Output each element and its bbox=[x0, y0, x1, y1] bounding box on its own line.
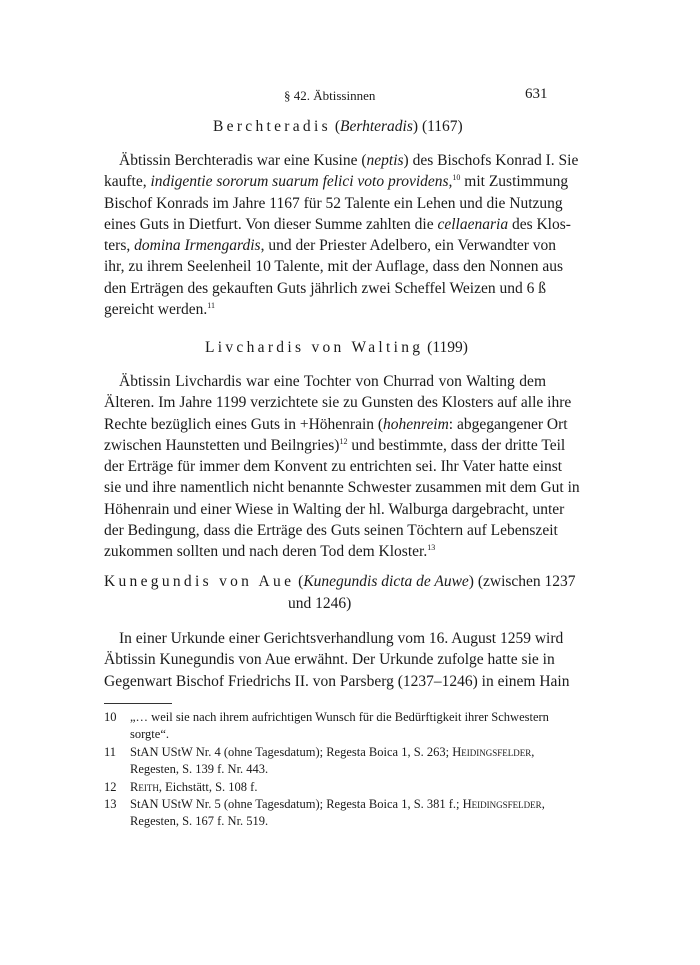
footnote-number: 13 bbox=[104, 797, 117, 812]
footnote-divider bbox=[104, 703, 172, 704]
footnote-line: Regesten, S. 139 f. Nr. 443. bbox=[130, 762, 269, 777]
heading-name: Kunegundis von Aue bbox=[104, 573, 295, 590]
entry-heading-kunegundis-cont: und 1246) bbox=[288, 595, 352, 612]
text-line: den Erträgen des gekauften Guts jährlich zwei Scheffel Weizen und 6 ß bbox=[104, 279, 546, 297]
footnote-line: StAN UStW Nr. 5 (ohne Tagesdatum); Regesta Boica 1, S. 381 f.; Heidingsfelder, bbox=[130, 797, 545, 812]
footnote-10 bbox=[104, 709, 548, 744]
text-line: Bischof Konrads im Jahre 1167 für 52 Talente ein Lehen und die Nutzung bbox=[104, 194, 563, 212]
text-line: Gegenwart Bischof Friedrichs II. von Parsberg (1237–1246) in einem Hain bbox=[104, 672, 570, 690]
footnote-ref: 10 bbox=[452, 173, 461, 183]
footnote-ref: 12 bbox=[339, 436, 348, 446]
footnote-12 bbox=[104, 779, 548, 796]
entry-text-kunegundis bbox=[104, 628, 570, 692]
heading-year: (zwischen 1237 bbox=[477, 573, 576, 590]
text-line: Äbtissin Kunegundis von Aue erwähnt. Der Urkunde zufolge hatte sie in bbox=[104, 651, 555, 669]
heading-variant: Berhteradis bbox=[339, 118, 413, 135]
footnote-line: StAN UStW Nr. 4 (ohne Tagesdatum); Regesta Boica 1, S. 263; Heidingsfelder, bbox=[130, 744, 535, 759]
text-line: Äbtissin Berchteradis war eine Kusine (neptis) des Bischofs Konrad I. Sie bbox=[119, 152, 579, 169]
entry-text-berchteradis bbox=[104, 150, 579, 320]
footnote-13 bbox=[104, 796, 548, 831]
page-number: 631 bbox=[525, 86, 548, 102]
heading-year: (1167) bbox=[421, 118, 463, 135]
text-line: sie und ihre namentlich nicht benannte Schwester zusammen mit dem Gut in bbox=[104, 479, 580, 497]
text-line: zukommen sollten und nach deren Tod dem Kloster.$^{13}$ bbox=[104, 543, 436, 561]
entry-heading-livchardis bbox=[205, 339, 468, 357]
footnotes bbox=[104, 709, 548, 831]
text-line: ters, domina Irmengardis, und der Priester Adelbero, ein Verwandter von bbox=[104, 237, 557, 255]
heading-name: Livchardis von Walting bbox=[205, 339, 424, 356]
footnote-ref: 11 bbox=[207, 301, 215, 311]
text-line: Rechte bezüglich eines Guts in +Höhenrain (hohenreim: abgegangener Ort bbox=[104, 415, 568, 433]
heading-year: (1199) bbox=[427, 339, 468, 356]
text-line: In einer Urkunde einer Gerichtsverhandlung vom 16. August 1259 wird bbox=[119, 630, 564, 647]
footnote-line: „… weil sie nach ihrem aufrichtigen Wunsch für die Bedürftigkeit ihrer Schwestern bbox=[130, 710, 549, 724]
text-line: zwischen Haunstetten und Beilngries)$^{12}$ und bestimmte, dass der dritte Teil bbox=[104, 436, 566, 454]
text-line: Äbtissin Livchardis war eine Tochter von Churrad von Walting dem bbox=[119, 373, 546, 390]
text-line: Älteren. Im Jahre 1199 verzichtete sie zu Gunsten des Klosters auf alle ihre bbox=[104, 394, 572, 412]
footnote-number: 12 bbox=[104, 779, 117, 794]
entry-heading-kunegundis: Kunegundis von Aue (Kunegundis dicta de Auwe) (zwischen 1237 bbox=[104, 573, 576, 590]
footnote-line: sorgte“. bbox=[130, 727, 169, 742]
footnote-11 bbox=[104, 744, 548, 779]
text-line: eines Guts in Dietfurt. Von dieser Summe zahlten die cellaenaria des Klos- bbox=[104, 215, 571, 233]
text-line: ihr, zu ihrem Seelenheil 10 Talente, mit der Auflage, dass den Nonnen aus bbox=[104, 258, 564, 276]
text-line: gereicht werden.$^{11}$ bbox=[104, 301, 215, 319]
text-line: der Bedingung, dass die Erträge des Guts seinen Töchtern auf Lebenszeit bbox=[104, 522, 558, 540]
heading-name: Berchteradis bbox=[213, 118, 331, 135]
text-line: Höhenrain und einer Wiese in Walting der hl. Walburga dargebracht, unter bbox=[104, 500, 565, 518]
heading-variant: Kunegundis dicta de Auwe bbox=[303, 573, 469, 590]
entry-text-livchardis bbox=[104, 371, 580, 563]
footnote-number: 11 bbox=[104, 744, 117, 759]
running-header: § 42. Äbtissinnen bbox=[284, 88, 376, 103]
text-line: der Erträge für immer dem Konvent zu entrichten sei. Ihr Vater hatte einst bbox=[104, 458, 563, 476]
text-line: kaufte, indigentie sororum suarum felici voto providens,$^{10}$ mit Zustimmung bbox=[104, 173, 569, 191]
footnote-ref: 13 bbox=[427, 543, 436, 553]
footnote-number: 10 bbox=[104, 710, 117, 724]
footnote-line: Regesten, S. 167 f. Nr. 519. bbox=[130, 814, 269, 829]
footnote-line: Reith, Eichstätt, S. 108 f. bbox=[130, 779, 258, 794]
entry-heading-berchteradis: Berchteradis (Berhteradis) (1167) bbox=[213, 118, 463, 135]
